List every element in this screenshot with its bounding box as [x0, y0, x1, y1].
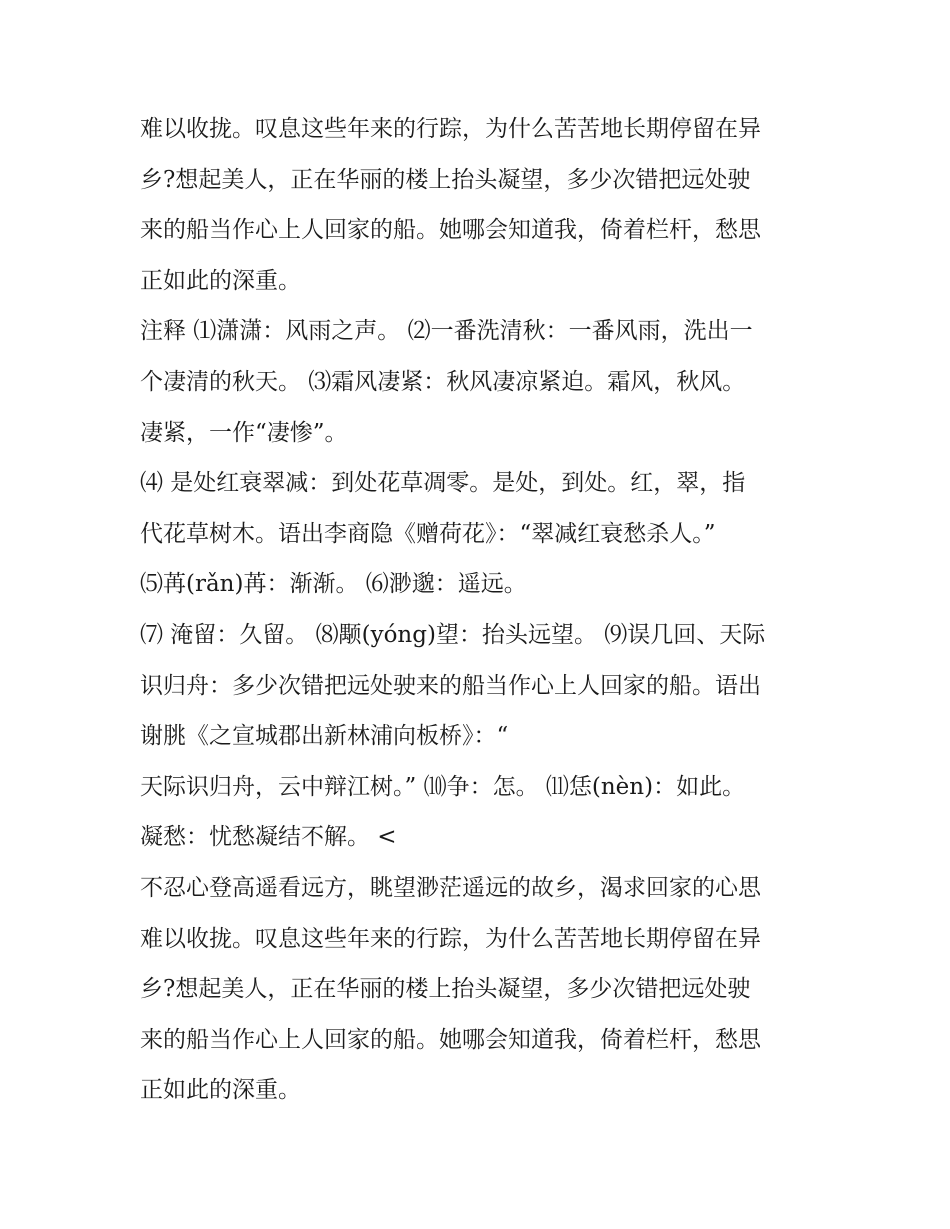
text-line: 乡?想起美人，正在华丽的楼上抬头凝望，多少次错把远处驶: [140, 976, 751, 1003]
annotation-line: 天际识归舟，云中辩江树。” ⑽争：怎。 ⑾恁(nèn)：如此。: [140, 773, 746, 800]
annotation-line: ⑸苒(rǎn)苒：渐渐。 ⑹渺邈：遥远。: [140, 571, 527, 598]
text-line: 不忍心登高遥看远方，眺望渺茫遥远的故乡，渴求回家的心思: [140, 874, 761, 901]
text-line: 难以收拢。叹息这些年来的行踪，为什么苦苦地长期停留在异: [140, 116, 761, 142]
annotation-line: 代花草树木。语出李商隐《赠荷花》：“翠减红衰愁杀人。”: [140, 520, 716, 547]
annotation-line: ⑷ 是处红衰翠减：到处花草凋零。是处，到处。红，翠，指: [140, 470, 746, 497]
text-line: 正如此的深重。: [140, 267, 301, 294]
text-line: 难以收拢。叹息这些年来的行踪，为什么苦苦地长期停留在异: [140, 925, 761, 952]
text-line: 乡?想起美人，正在华丽的楼上抬头凝望，多少次错把远处驶: [140, 166, 751, 193]
annotation-line: 凝愁：忧愁凝结不解。 <: [140, 824, 397, 851]
annotation-line: 个凄清的秋天。 ⑶霜风凄紧：秋风凄凉紧迫。霜风，秋风。: [140, 368, 746, 395]
annotation-line: 注释 ⑴潇潇：风雨之声。 ⑵一番洗清秋：一番风雨，洗出一: [140, 318, 753, 345]
annotation-line: 识归舟：多少次错把远处驶来的船当作心上人回家的船。语出: [140, 672, 761, 699]
text-line: 来的船当作心上人回家的船。她哪会知道我，倚着栏杆，愁思: [140, 1026, 761, 1053]
annotation-line: 谢朓《之宣城郡出新林浦向板桥》：“: [140, 723, 509, 750]
annotation-line: ⑺ 淹留：久留。 ⑻颙(yóng)望：抬头远望。 ⑼误几回、天际: [140, 621, 766, 648]
document-page: [140, 104, 820, 1116]
text-line: 正如此的深重。: [140, 1077, 301, 1104]
text-line: 来的船当作心上人回家的船。她哪会知道我，倚着栏杆，愁思: [140, 217, 761, 244]
annotation-line: 凄紧，一作“凄惨”。: [140, 419, 348, 446]
